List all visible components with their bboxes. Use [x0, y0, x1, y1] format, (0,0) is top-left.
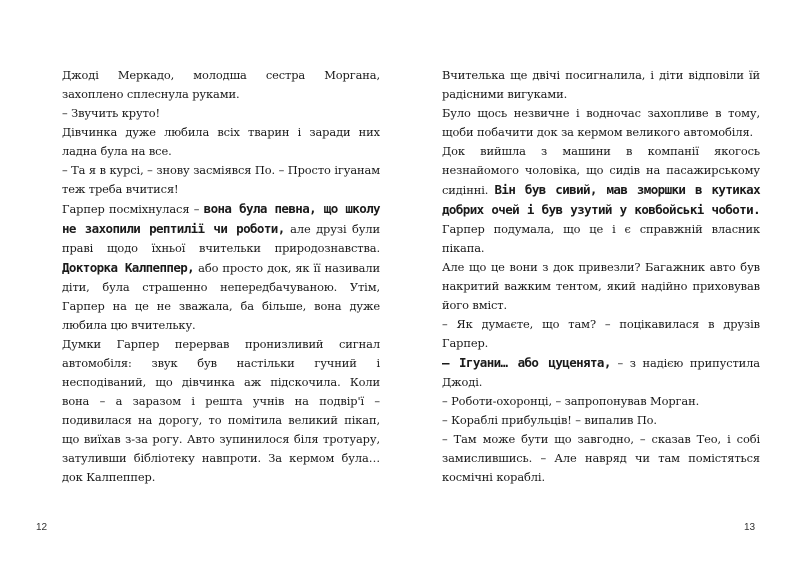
paragraph: – Звучить круто!: [62, 106, 161, 120]
page-number-right: 13: [744, 522, 756, 533]
paragraph: Вчителька ще двічі посигналила, і діти відповіли їй радісними вигуками.: [442, 68, 760, 101]
paragraph: [442, 353, 760, 392]
paragraph: – Кораблі прибульців! – випалив По.: [442, 413, 657, 427]
text-run: Док вийшла з машини в компанії якогось незнайомого чоловіка, що сидів на пасажирському сидінні.: [442, 144, 760, 197]
paragraph: [62, 199, 380, 335]
paragraph: Дівчинка дуже любила всіх тварин і заради них ладна була на все.: [62, 125, 380, 158]
text-run: але друзі були праві щодо їхньої вчительки природознавства.: [62, 222, 380, 255]
text-run: або просто док, як її називали діти, була страшенно непередбачуваною. Утім, Гарпер на це не зважала, ба більше, вона дуже любила цю вчительку.: [62, 261, 380, 332]
right-page: [442, 66, 760, 487]
emphasis-text: Докторка Калпеппер,: [62, 260, 195, 275]
text-run: Гарпер подумала, що це і є справжній власник пікапа.: [442, 222, 760, 255]
text-run: Гарпер посміхнулася –: [62, 202, 200, 216]
emphasis-text: – Ігуани… або цуценята,: [442, 355, 611, 370]
paragraph: – Як думаєте, що там? – поцікавилася в друзів Гарпер.: [442, 317, 760, 350]
paragraph: – Та я в курсі, – знову засміявся По. – Просто ігуанам теж треба вчитися!: [62, 163, 380, 196]
paragraph: – Там може бути що завгодно, – сказав Тео, і собі замислившись. – Але навряд чи там помістяться космічні кораблі.: [442, 432, 760, 484]
paragraph: [442, 142, 760, 258]
page-number-left: 12: [36, 522, 48, 533]
emphasis-text: вона була певна, що школу не захопили рептилії чи роботи,: [62, 201, 380, 236]
paragraph: Але що це вони з док привезли? Багажник авто був накритий важким тентом, який надійно приховував його вміст.: [442, 260, 760, 312]
paragraph: Було щось незвичне і водночас захопливе в тому, щоби побачити док за кермом великого автомобіля.: [442, 106, 760, 139]
text-run: – з надією припустила Джоді.: [442, 356, 760, 389]
paragraph: – Роботи-охоронці, – запропонував Морган.: [442, 394, 700, 408]
emphasis-text: Він був сивий, мав зморшки в кутиках добрих очей і був узутий у ковбойські чоботи.: [442, 182, 760, 217]
left-page: [62, 66, 380, 487]
paragraph: Джоді Меркадо, молодша сестра Моргана, захоплено сплеснула руками.: [62, 68, 380, 101]
paragraph: Думки Гарпер перервав пронизливий сигнал автомобіля: звук був настільки гучний і несподіваний, що дівчинка аж підскочила. Коли вона – а заразом і решта учнів на подвір'ї – подивилася на дорогу, то помітила великий пікап, що виїхав з-за рогу. Авто зупинилося біля тротуару, затуливши бібліотеку навпроти. За кермом була… док Калпеппер.: [62, 337, 380, 484]
